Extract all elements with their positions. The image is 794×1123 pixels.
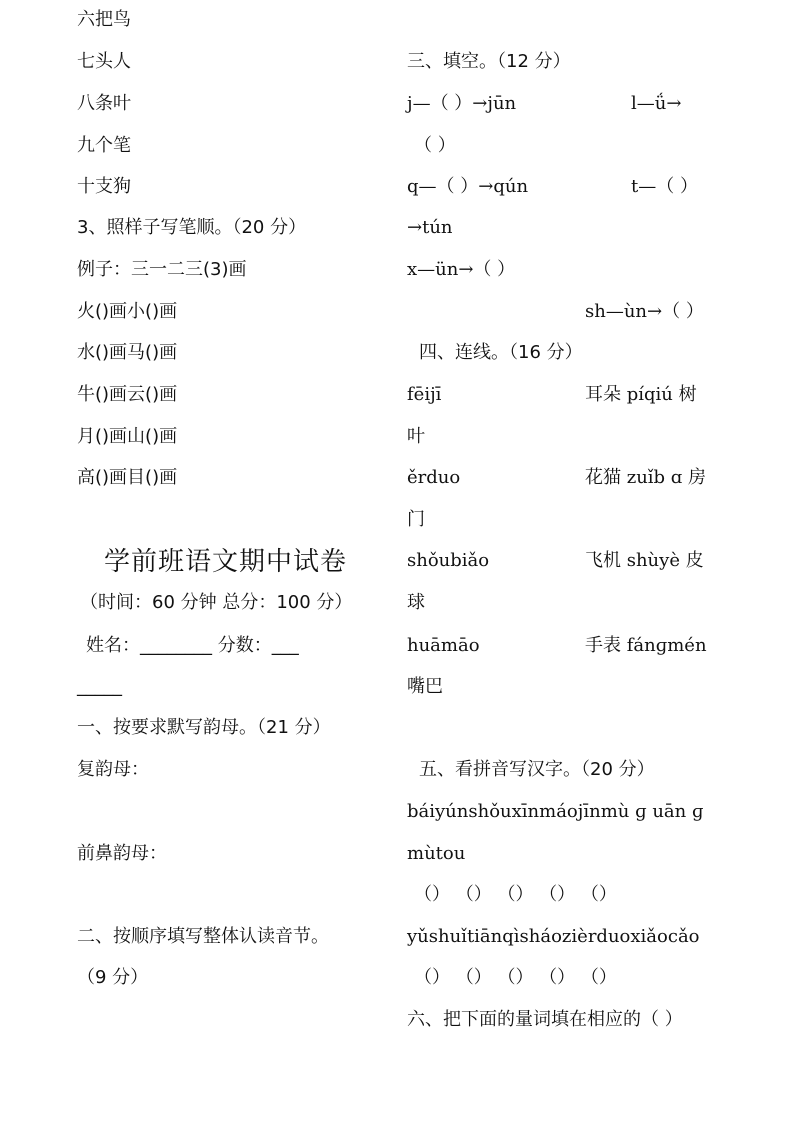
match-item: 飞机 shùyè 皮 xyxy=(585,550,704,571)
page-title: 学前班语文期中试卷 xyxy=(104,547,348,577)
fill-line: q—（ ）→qún xyxy=(407,176,529,197)
fill-line: →tún xyxy=(407,217,453,238)
match-item: 叶 xyxy=(407,426,425,447)
list-item: 七头人 xyxy=(77,51,131,72)
stroke-row: 牛()画云()画 xyxy=(77,384,178,405)
exam-meta: （时间：60 分钟 总分：100 分） xyxy=(80,592,353,613)
section-1-heading: 一、按要求默写韵母。（21 分） xyxy=(77,717,331,738)
fill-line: x—ün→（ ） xyxy=(407,259,516,280)
fill-line: sh—ùn→（ ） xyxy=(585,301,704,322)
match-item: 耳朵 píqiú 树 xyxy=(585,384,697,405)
stroke-row: 火()画小()画 xyxy=(77,301,178,322)
stroke-row: 高()画目()画 xyxy=(77,467,178,488)
section-1-item: 复韵母： xyxy=(77,759,149,780)
match-item: shǒubiǎo xyxy=(407,550,490,571)
list-item: 六把鸟 xyxy=(77,9,131,30)
fill-line: （ ） xyxy=(414,135,456,156)
match-item: fēijī xyxy=(407,384,442,405)
section-6-heading: 六、把下面的量词填在相应的（ ） xyxy=(407,1009,683,1030)
match-item: 花猫 zuǐb ɑ 房 xyxy=(585,467,707,488)
pinyin-line: báiyúnshǒuxīnmáojīnmù ɡ uān ɡ xyxy=(407,801,704,822)
stroke-row: 水()画马()画 xyxy=(77,342,178,363)
match-item: 门 xyxy=(407,509,425,530)
match-item: 手表 fánɡmén xyxy=(585,635,707,656)
list-item: 十支狗 xyxy=(77,176,131,197)
section-1-item: 前鼻韵母： xyxy=(77,843,167,864)
section-3-heading: 三、填空。（12 分） xyxy=(407,51,571,72)
name-score-line-cont: _____ xyxy=(77,676,122,697)
question-3-heading: 3、照样子写笔顺。（20 分） xyxy=(77,217,307,238)
pinyin-line: mùtou xyxy=(407,843,466,864)
example-line: 例子：三一二三(3)画 xyxy=(77,259,247,280)
section-2-score: （9 分） xyxy=(77,967,149,988)
stroke-row: 月()画山()画 xyxy=(77,426,178,447)
section-2-heading: 二、按顺序填写整体认读音节。 xyxy=(77,926,329,947)
match-item: ěrduo xyxy=(407,467,461,488)
match-item: huāmāo xyxy=(407,635,480,656)
fill-line: j—（ ）→jūn xyxy=(407,93,517,114)
answer-blanks: （） （） （） （） （） xyxy=(414,884,617,905)
section-5-heading: 五、看拼音写汉字。（20 分） xyxy=(419,759,655,780)
name-score-line: 姓名：________ 分数：___ xyxy=(86,635,299,656)
pinyin-line: yǔshuǐtiānqìsháozièrduoxiǎocǎo xyxy=(407,926,700,947)
answer-blanks: （） （） （） （） （） xyxy=(414,967,617,988)
match-item: 球 xyxy=(407,592,425,613)
match-item: 嘴巴 xyxy=(407,676,443,697)
fill-line: l—ǘ→ xyxy=(631,93,682,114)
section-4-heading: 四、连线。（16 分） xyxy=(419,342,583,363)
list-item: 九个笔 xyxy=(77,135,131,156)
list-item: 八条叶 xyxy=(77,93,131,114)
fill-line: t—（ ） xyxy=(631,176,698,197)
